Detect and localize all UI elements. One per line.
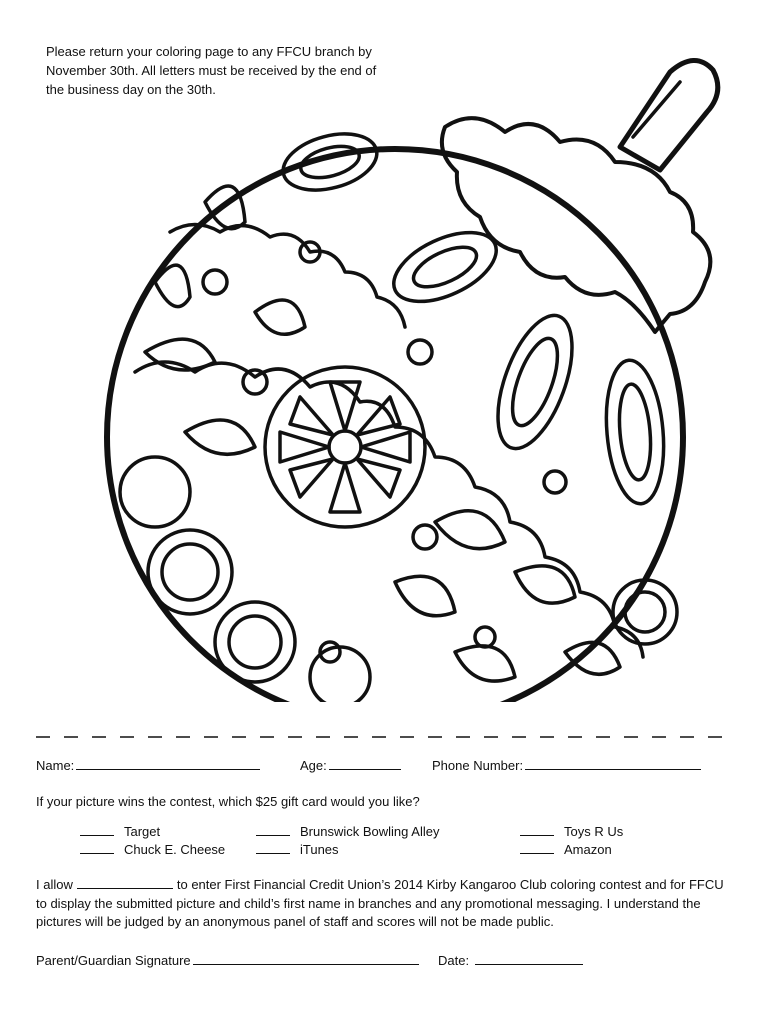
- intro-text: Please return your coloring page to any FFCU branch by November 30th. All letters must be received by the end of the business day on the 30th.: [46, 44, 377, 97]
- option-label: iTunes: [300, 842, 339, 857]
- cut-line-divider: [36, 734, 726, 740]
- name-label: Name:: [36, 758, 75, 773]
- option-label: Target: [124, 824, 161, 839]
- option-label: Amazon: [564, 842, 612, 857]
- signature-line[interactable]: [193, 951, 419, 965]
- option-blank[interactable]: [520, 841, 554, 854]
- date-label: Date:: [438, 953, 470, 968]
- option-itunes[interactable]: [256, 841, 339, 859]
- consent-paragraph: [36, 876, 736, 932]
- option-blank[interactable]: [256, 823, 290, 836]
- age-field[interactable]: [300, 756, 401, 775]
- consent-prefix: I allow: [36, 877, 73, 892]
- signature-field[interactable]: [36, 951, 419, 970]
- phone-field[interactable]: [432, 756, 701, 775]
- option-amazon[interactable]: [520, 841, 612, 859]
- child-name-blank[interactable]: [77, 876, 173, 889]
- option-label: Toys R Us: [564, 824, 624, 839]
- option-blank[interactable]: [80, 823, 114, 836]
- signature-label: Parent/Guardian Signature: [36, 953, 191, 968]
- age-label: Age:: [300, 758, 327, 773]
- phone-line[interactable]: [525, 756, 701, 770]
- christmas-ornament-illustration: [95, 52, 735, 702]
- date-field[interactable]: [438, 951, 583, 970]
- option-brunswick[interactable]: [256, 823, 439, 841]
- option-toys-r-us[interactable]: [520, 823, 623, 841]
- age-line[interactable]: [329, 756, 401, 770]
- option-blank[interactable]: [256, 841, 290, 854]
- option-target[interactable]: [80, 823, 160, 841]
- option-label: Brunswick Bowling Alley: [300, 824, 440, 839]
- option-blank[interactable]: [80, 841, 114, 854]
- option-chuck-e-cheese[interactable]: [80, 841, 225, 859]
- name-field[interactable]: [36, 756, 260, 775]
- option-blank[interactable]: [520, 823, 554, 836]
- name-line[interactable]: [76, 756, 260, 770]
- gift-card-question: If your picture wins the contest, which $25 gift card would you like?: [36, 794, 420, 809]
- phone-label: Phone Number:: [432, 758, 524, 773]
- option-label: Chuck E. Cheese: [124, 842, 226, 857]
- date-line[interactable]: [475, 951, 583, 965]
- consent-text: to enter First Financial Credit Union’s 2014 Kirby Kangaroo Club coloring contest and for FFCU to display the submitted picture and child’s first name in branches and any promotional messaging. I understand the pictures will be judged by an anonymous panel of staff and scores will not be made public.: [36, 877, 724, 929]
